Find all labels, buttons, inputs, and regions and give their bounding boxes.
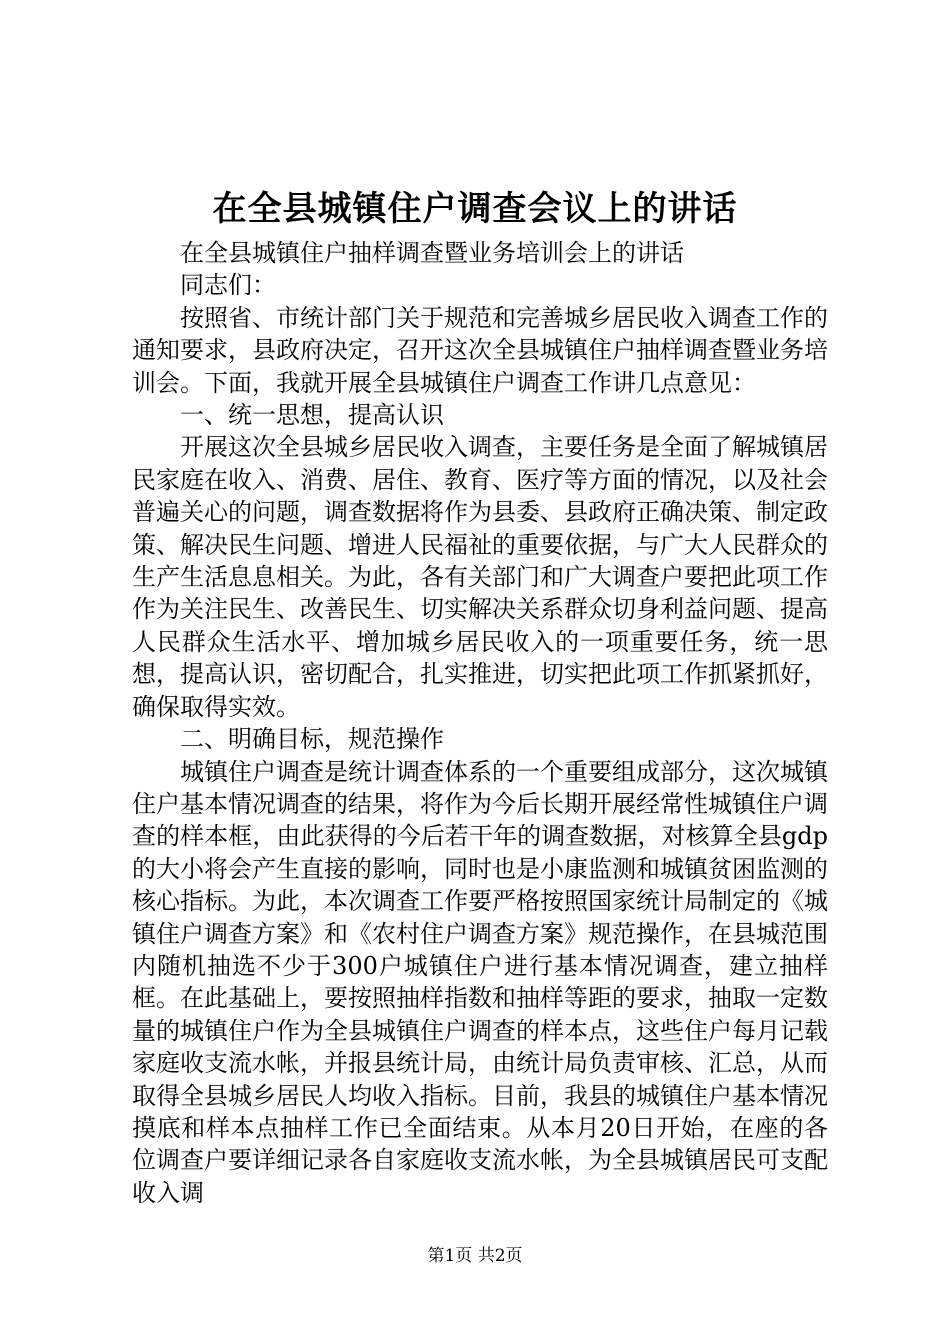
salutation-paragraph: 同志们： bbox=[180, 271, 276, 300]
section-1-paragraph: 开展这次全县城乡居民收入调查，主要任务是全面了解城镇居民家庭在收入、消费、居住、教育、医疗等方面的情况，以及社会普遍关心的问题，调查数据将作为县委、县政府正确决策、制定政策、解决民生问题、增进人民福祉的重要依据，与广大人民群众的生产生活息息相关。为此，各有关部门和广大调查户要把此项工作作为关注民生、改善民生、切实解决关系群众切身利益问题、提高人民群众生活水平、增加城乡居民收入的一项重要任务，统一思想，提高认识，密切配合，扎实推进，切实把此项工作抓紧抓好，确保取得实效。 bbox=[132, 433, 828, 721]
subtitle-paragraph: 在全县城镇住户抽样调查暨业务培训会上的讲话 bbox=[180, 239, 684, 267]
page-number-footer: 第1页 共2页 bbox=[427, 1246, 523, 1266]
document-body bbox=[132, 237, 828, 1209]
section-heading-2: 二、明确目标，规范操作 bbox=[180, 725, 444, 754]
document-title: 在全县城镇住户调查会议上的讲话 bbox=[212, 189, 738, 229]
intro-paragraph: 按照省、市统计部门关于规范和完善城乡居民收入调查工作的通知要求，县政府决定，召开这次全县城镇住户抽样调查暨业务培训会。下面，我就开展全县城镇住户调查工作讲几点意见： bbox=[132, 303, 828, 397]
section-2-paragraph: 城镇住户调查是统计调查体系的一个重要组成部分，这次城镇住户基本情况调查的结果，将作为今后长期开展经常性城镇住户调查的样本框，由此获得的今后若干年的调查数据，对核算全县gdp的大小将会产生直接的影响，同时也是小康监测和城镇贫困监测的核心指标。为此，本次调查工作要严格按照国家统计局制定的《城镇住户调查方案》和《农村住户调查方案》规范操作，在县城范围内随机抽选不少于300户城镇住户进行基本情况调查，建立抽样框。在此基础上，要按照抽样指数和抽样等距的要求，抽取一定数量的城镇住户作为全县城镇住户调查的样本点，这些住户每月记载家庭收支流水帐，并报县统计局，由统计局负责审核、汇总，从而取得全县城乡居民人均收入指标。目前，我县的城镇住户基本情况摸底和样本点抽样工作已全面结束。从本月20日开始，在座的各位调查户要详细记录各自家庭收支流水帐，为全县城镇居民可支配收入调 bbox=[132, 757, 828, 1207]
section-heading-1: 一、统一思想，提高认识 bbox=[180, 401, 444, 430]
